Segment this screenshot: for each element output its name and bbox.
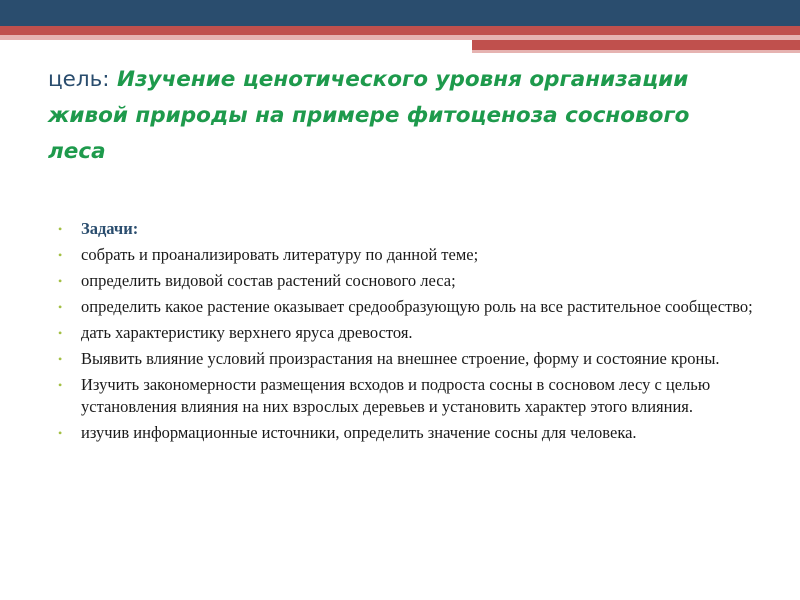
task-list-item: [58, 374, 758, 418]
task-list-heading: [58, 218, 758, 240]
task-list-item: [58, 296, 758, 318]
bullet-icon: •: [58, 378, 63, 392]
slide-title: [48, 62, 748, 170]
bullet-icon: •: [58, 426, 63, 440]
task-text: Выявить влияние условий произрастания на внешнее строение, форму и состояние кроны.: [81, 349, 720, 368]
task-list: [58, 218, 758, 448]
bullet-icon: •: [58, 248, 63, 262]
task-text: дать характеристику верхнего яруса древостоя.: [81, 323, 413, 342]
task-text: Изучить закономерности размещения всходов и подроста сосны в сосновом лесу с целью установления влияния на них взрослых деревьев и установить характер этого влияния.: [81, 375, 711, 416]
bullet-icon: •: [58, 222, 63, 236]
bullet-icon: •: [58, 352, 63, 366]
header-bar-navy: [0, 0, 800, 26]
title-prefix: цель:: [48, 67, 110, 92]
task-list-item: [58, 348, 758, 370]
task-list-item: [58, 322, 758, 344]
bullet-icon: •: [58, 274, 63, 288]
task-text: Задачи:: [81, 219, 139, 238]
task-text: определить какое растение оказывает средообразующую роль на все растительное сообщество;: [81, 297, 753, 316]
bullet-icon: •: [58, 326, 63, 340]
header-accent-pink: [472, 50, 800, 53]
title-main: Изучение ценотического уровня организации живой природы на примере фитоценоза соснового леса: [48, 67, 690, 164]
task-text: определить видовой состав растений соснового леса;: [81, 271, 456, 290]
bullet-icon: •: [58, 300, 63, 314]
header-bar-red: [0, 26, 800, 35]
task-text: изучив информационные источники, определить значение сосны для человека.: [81, 423, 637, 442]
task-list-item: [58, 270, 758, 292]
task-text: собрать и проанализировать литературу по данной теме;: [81, 245, 479, 264]
task-list-item: [58, 244, 758, 266]
task-list-item: [58, 422, 758, 444]
header-accent-red: [472, 40, 800, 50]
